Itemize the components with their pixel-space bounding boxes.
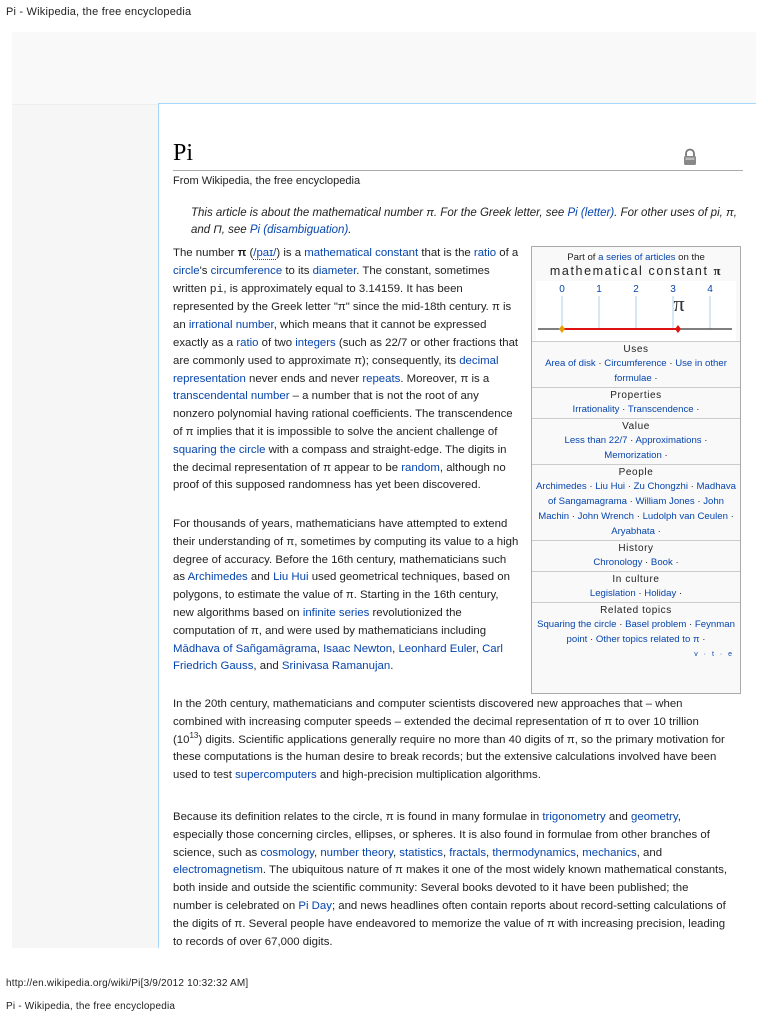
- print-footer-url: http://en.wikipedia.org/wiki/Pi[3/9/2012 10:32:32 AM]: [6, 978, 249, 989]
- infobox-link[interactable]: Liu Hui: [595, 481, 626, 492]
- link-statistics[interactable]: statistics: [399, 846, 443, 859]
- infobox-link[interactable]: Area of disk: [545, 358, 596, 369]
- infobox-section-title: In culture: [612, 574, 660, 585]
- infobox-link[interactable]: Basel problem: [625, 619, 687, 630]
- link-isaac-newton[interactable]: Isaac Newton: [323, 642, 393, 655]
- paragraph-intro: The number π (/paɪ/) is a mathematical constant that is the ratio of a circle's circumference to its diameter. The constant, sometimes written pi, is approximately equal to 3.14159. It has been represented by the Greek letter "π" since the mid-18th century. π is an irrational number, which means that it cannot be expressed exactly as a ratio of two integers (such as 22/7 or other fractions that are commonly used to approximate π); consequently, its decimal representation never ends and never repeats. Moreover, π is a transcendental number – a number that is not the root of any nonzero polynomial having rational coefficients. The transcendence of π implies that it is impossible to solve the ancient challenge of squaring the circle with a compass and straight-edge. The digits in the decimal representation of π appear to be random, although no proof of this supposed randomness has yet been discovered.: [173, 247, 519, 492]
- link-madhava[interactable]: Mādhava of Sañgamāgrama: [173, 642, 317, 655]
- link-cosmology[interactable]: cosmology: [260, 846, 314, 859]
- infobox-link[interactable]: Other topics related to π: [595, 634, 700, 645]
- link-ratio[interactable]: ratio: [473, 247, 497, 259]
- tick-0: 0: [559, 284, 565, 295]
- infobox-section: [532, 571, 740, 602]
- infobox-sections: [532, 341, 740, 648]
- pronunciation-link[interactable]: /paɪ/: [253, 247, 277, 259]
- infobox-link[interactable]: John Wrench: [577, 511, 635, 522]
- infobox-section: [532, 387, 740, 418]
- infobox-section: [532, 602, 740, 648]
- infobox-section-title: Value: [622, 421, 650, 432]
- navbox-vte-links[interactable]: v · t · e: [694, 651, 734, 658]
- link-irrational-number[interactable]: irrational number: [188, 319, 274, 332]
- link-integers[interactable]: integers: [295, 336, 336, 349]
- infobox-link[interactable]: Approximations: [635, 435, 702, 446]
- link-series-of-articles[interactable]: a series of articles: [598, 252, 676, 263]
- infobox-section-title: People: [618, 467, 654, 478]
- infobox-section-items: Irrationality · Transcendence ·: [572, 404, 700, 415]
- link-mathematical-constant[interactable]: mathematical constant: [304, 247, 419, 259]
- link-squaring-the-circle[interactable]: squaring the circle: [173, 443, 266, 456]
- link-carl-friedrich-gauss[interactable]: Carl Friedrich Gauss: [173, 642, 503, 673]
- number-line-graphic: [536, 281, 736, 341]
- pi-glyph: π: [673, 291, 685, 316]
- infobox-constant-heading: mathematical constant π: [549, 264, 723, 278]
- link-diameter[interactable]: diameter: [312, 264, 357, 277]
- infobox-link[interactable]: Aryabhata: [611, 526, 655, 537]
- infobox-link[interactable]: Zu Chongzhi: [633, 481, 688, 492]
- tick-3: 3: [670, 284, 676, 295]
- link-geometry[interactable]: geometry: [631, 811, 678, 823]
- link-circumference[interactable]: circumference: [210, 264, 283, 277]
- infobox-link[interactable]: Irrationality: [572, 404, 620, 415]
- infobox-section-items: Less than 22/7 · Approximations · Memorization ·: [564, 435, 708, 461]
- link-decimal-representation[interactable]: decimal representation: [173, 354, 499, 385]
- infobox-section-items: Area of disk · Circumference · Use in other formulae ·: [545, 358, 727, 384]
- infobox-link[interactable]: Holiday: [644, 588, 677, 599]
- tick-4: 4: [707, 284, 713, 295]
- infobox-link[interactable]: Legislation: [589, 588, 636, 599]
- link-thermodynamics[interactable]: thermodynamics: [492, 846, 576, 859]
- link-fractals[interactable]: fractals: [449, 846, 487, 859]
- infobox-section-items: Squaring the circle · Basel problem · Feynman point · Other topics related to π ·: [537, 619, 735, 645]
- link-number-theory[interactable]: number theory: [320, 846, 393, 859]
- infobox-link[interactable]: Chronology: [593, 557, 643, 568]
- link-archimedes[interactable]: Archimedes: [187, 571, 248, 584]
- infobox-section: [532, 341, 740, 387]
- paragraph-history: For thousands of years, mathematicians have attempted to extend their understanding of π, sometimes by computing its value to a high degree of accuracy. Before the 16th century, mathematicians such as Archimedes and Liu Hui used geometrical techniques, based on polygons, to estimate the value of π. Starting in the 16th century, new algorithms based on infinite series revolutionized the computation of π, and were used by mathematicians including Mādhava of Sañgamāgrama, Isaac Newton, Leonhard Euler, Carl Friedrich Gauss, and Srinivasa Ramanujan.: [173, 518, 519, 673]
- article-content: [158, 103, 756, 948]
- lock-icon: [683, 148, 697, 166]
- infobox-link[interactable]: Circumference: [604, 358, 667, 369]
- infobox-section-title: Uses: [623, 344, 649, 355]
- infobox-section: [532, 418, 740, 464]
- link-supercomputers[interactable]: supercomputers: [235, 769, 317, 782]
- infobox-section: [532, 464, 740, 540]
- infobox-section-items: Chronology · Book ·: [593, 557, 679, 568]
- hatnote: This article is about the mathematical number π. For the Greek letter, see Pi (letter). For other uses of pi, π, and Π, see Pi (disambiguation).: [191, 207, 737, 236]
- paragraph-modern: In the 20th century, mathematicians and computer scientists discovered new approaches that – when combined with increasing computer speeds – extended the decimal representation of π to over 10 trillion $(10^{13})$ digits. Scientific applications generally require no more than 40 digits of π, so the primary motivation for these computations is the human desire to break records; but the extensive calculations involved have been used to test supercomputers and high-precision multiplication algorithms.: [173, 698, 725, 782]
- infobox-link[interactable]: Archimedes: [536, 481, 587, 492]
- link-repeats[interactable]: repeats: [362, 372, 401, 385]
- infobox-link[interactable]: Squaring the circle: [537, 619, 617, 630]
- infobox-link[interactable]: Ludolph van Ceulen: [642, 511, 728, 522]
- tick-1: 1: [596, 284, 602, 295]
- infobox-link[interactable]: John Machin: [538, 496, 724, 522]
- number-line-svg: [536, 281, 736, 341]
- infobox-section: [532, 540, 740, 571]
- infobox-link[interactable]: Use in other formulae: [614, 358, 727, 384]
- print-header: Pi - Wikipedia, the free encyclopedia: [6, 6, 192, 18]
- print-footer-title: Pi - Wikipedia, the free encyclopedia: [6, 1001, 176, 1012]
- link-random[interactable]: random: [401, 461, 440, 474]
- infobox-link[interactable]: Transcendence: [627, 404, 694, 415]
- link-srinivasa-ramanujan[interactable]: Srinivasa Ramanujan: [281, 660, 391, 673]
- link-pi-day[interactable]: Pi Day: [298, 899, 332, 912]
- infobox-link[interactable]: William Jones: [635, 496, 695, 507]
- title-divider: [173, 170, 743, 171]
- link-trigonometry[interactable]: trigonometry: [542, 811, 606, 823]
- link-ratio-2[interactable]: ratio: [236, 336, 259, 349]
- link-leonhard-euler[interactable]: Leonhard Euler: [398, 642, 476, 655]
- link-transcendental-number[interactable]: transcendental number: [173, 390, 290, 403]
- link-infinite-series[interactable]: infinite series: [302, 606, 370, 619]
- infobox-section-title: Related topics: [600, 605, 672, 616]
- series-infobox: [531, 246, 741, 694]
- paragraph-applications: Because its definition relates to the circle, π is found in many formulae in trigonometry and geometry, especially those concerning circles, ellipses, or spheres. It is also found in formulae from other branches of science, such as cosmology, number theory, statistics, fractals, thermodynamics, mechanics, and electromagnetism. The ubiquitous nature of π makes it one of the most widely known mathematical constants, both inside and outside the scientific community: Several books devoted to it have been published; the number is celebrated on Pi Day; and news headlines often contain reports about record-setting calculations of the digits of π. Several people have endeavored to memorize the value of π with increasing precision, leading to records of over 67,000 digits.: [173, 811, 728, 948]
- site-tagline: From Wikipedia, the free encyclopedia: [173, 175, 361, 187]
- link-pi-disambiguation[interactable]: Pi (disambiguation): [249, 224, 349, 236]
- infobox-link[interactable]: Madhava of Sangamagrama: [548, 481, 736, 507]
- tick-2: 2: [633, 284, 639, 295]
- browser-page: [12, 32, 756, 948]
- infobox-link[interactable]: Memorization: [604, 450, 662, 461]
- infobox-series-caption: Part of a series of articles on the: [567, 252, 705, 263]
- infobox-section-title: Properties: [610, 390, 662, 401]
- link-liu-hui[interactable]: Liu Hui: [273, 571, 309, 584]
- link-mechanics[interactable]: mechanics: [582, 846, 637, 859]
- page-header-band: [12, 32, 756, 105]
- link-circle[interactable]: circle: [173, 264, 200, 277]
- infobox-link[interactable]: Feynman point: [566, 619, 735, 645]
- infobox-link[interactable]: Book: [650, 557, 673, 568]
- infobox-section-title: History: [618, 543, 654, 554]
- infobox-section-items: Archimedes · Liu Hui · Zu Chongzhi · Madhava of Sangamagrama · William Jones · John Machin · John Wrench · Ludolph van Ceulen · Aryabhata ·: [536, 481, 736, 537]
- infobox-section-items: Legislation · Holiday ·: [589, 588, 683, 599]
- infobox-link[interactable]: Less than 22/7: [564, 435, 628, 446]
- link-electromagnetism[interactable]: electromagnetism: [173, 864, 263, 877]
- link-pi-letter[interactable]: Pi (letter): [567, 207, 615, 219]
- page-title: Pi: [173, 140, 194, 166]
